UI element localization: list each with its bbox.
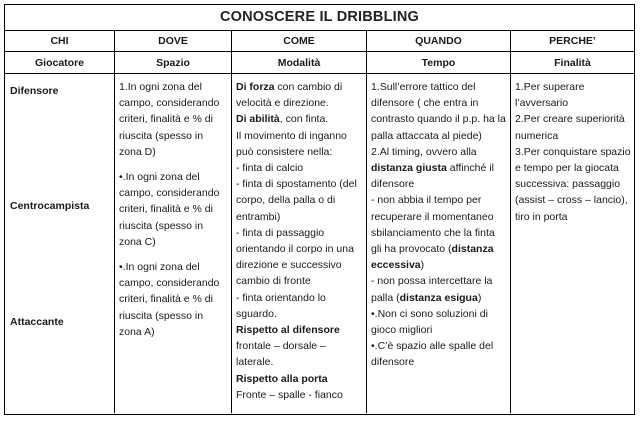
dove-centrocampista: •.In ogni zona del campo, considerando criteri, finalità e % di riuscita (spesso in zona C) <box>119 171 220 248</box>
header-come: COME <box>232 31 367 52</box>
quando-6: •.C’è spazio alle spalle del difensore <box>371 340 494 369</box>
quando-distanza-esigua: distanza esigua <box>399 291 478 304</box>
quando-4-text: - non possa intercettare la palla ( <box>371 275 493 304</box>
cell-perche <box>511 74 634 413</box>
header-row <box>5 31 634 52</box>
header-chi: CHI <box>5 31 115 52</box>
table-body <box>5 74 634 413</box>
come-forza <box>236 79 363 111</box>
come-finta: - finta di calcio <box>236 162 304 175</box>
quando-distanza-eccessiva: distanza eccessiva <box>371 243 494 272</box>
quando-4-rest: ) <box>477 291 482 304</box>
come-finta: - finta orientando lo sguardo. <box>236 291 326 320</box>
quando-2-rest: affinché il difensore <box>371 162 494 191</box>
come-movimento: Il movimento di inganno può consistere nella: <box>236 129 347 158</box>
come-rispetto-difensore-text: frontale – dorsale – laterale. <box>236 340 326 369</box>
cell-chi <box>5 74 115 413</box>
role-attaccante: Attaccante <box>10 316 64 328</box>
come-finta: - finta di spostamento (del corpo, della palla o di entrambi) <box>236 178 357 223</box>
header-dove: DOVE <box>115 31 232 52</box>
table-title: CONOSCERE IL DRIBBLING <box>5 5 634 31</box>
dribbling-table <box>4 4 635 415</box>
quando-3 <box>371 192 507 273</box>
come-abilita-text: , con finta. <box>279 113 329 126</box>
quando-4 <box>371 273 507 305</box>
subheader-giocatore: Giocatore <box>5 52 115 74</box>
subheader-row <box>5 52 634 74</box>
subheader-finalita: Finalità <box>511 52 634 74</box>
dove-difensore: 1.In ogni zona del campo, considerando criteri, finalità e % di riuscita (spesso in zona D) <box>119 81 220 158</box>
quando-3-rest: ) <box>420 259 425 272</box>
dove-attaccante: •.In ogni zona del campo, considerando criteri, finalità e % di riuscita (spesso in zona A) <box>119 261 220 338</box>
come-rispetto-porta-text: Fronte – spalle - fianco <box>236 388 343 401</box>
come-abilita <box>236 111 363 127</box>
quando-1: 1.Sull’errore tattico del difensore ( che entra in contrasto quando il p.p. ha la palla attaccata al piede) <box>371 81 506 142</box>
perche-3: 3.Per conquistare spazio e tempo per la giocata successiva: passaggio (assist – cross – lancio), tiro in porta <box>515 145 631 223</box>
cell-come <box>232 74 367 413</box>
header-quando: QUANDO <box>367 31 511 52</box>
role-difensore: Difensore <box>10 85 59 97</box>
quando-3-text: - non abbia il tempo per recuperare il momentaneo sbilanciamento che la finta gli ha provocato ( <box>371 194 495 256</box>
quando-distanza-giusta: distanza giusta <box>371 162 447 175</box>
cell-quando <box>367 74 511 413</box>
role-centrocampista: Centrocampista <box>10 200 90 212</box>
header-perche: PERCHE’ <box>511 31 634 52</box>
come-rispetto-difensore <box>236 322 363 371</box>
subheader-tempo: Tempo <box>367 52 511 74</box>
perche-2: 2.Per creare superiorità numerica <box>515 113 625 142</box>
come-rispetto-porta-label: Rispetto alla porta <box>236 372 328 385</box>
come-forza-label: Di forza <box>236 81 275 93</box>
come-rispetto-difensore-label: Rispetto al difensore <box>236 324 340 337</box>
come-finta: - finta di passaggio orientando il corpo in una direzione e successivo cambio di fronte <box>236 226 354 288</box>
subheader-modalita: Modalità <box>232 52 367 74</box>
quando-2 <box>371 144 507 193</box>
come-abilita-label: Di abilità <box>236 113 280 126</box>
cell-dove <box>115 74 232 413</box>
come-forza-text: con cambio di velocità e direzione. <box>236 81 343 110</box>
quando-2-text: 2.Al timing, ovvero alla <box>371 145 477 158</box>
subheader-spazio: Spazio <box>115 52 232 74</box>
perche-1: 1.Per superare l’avversario <box>515 81 585 110</box>
quando-5: •.Non ci sono soluzioni di gioco migliori <box>371 307 488 337</box>
